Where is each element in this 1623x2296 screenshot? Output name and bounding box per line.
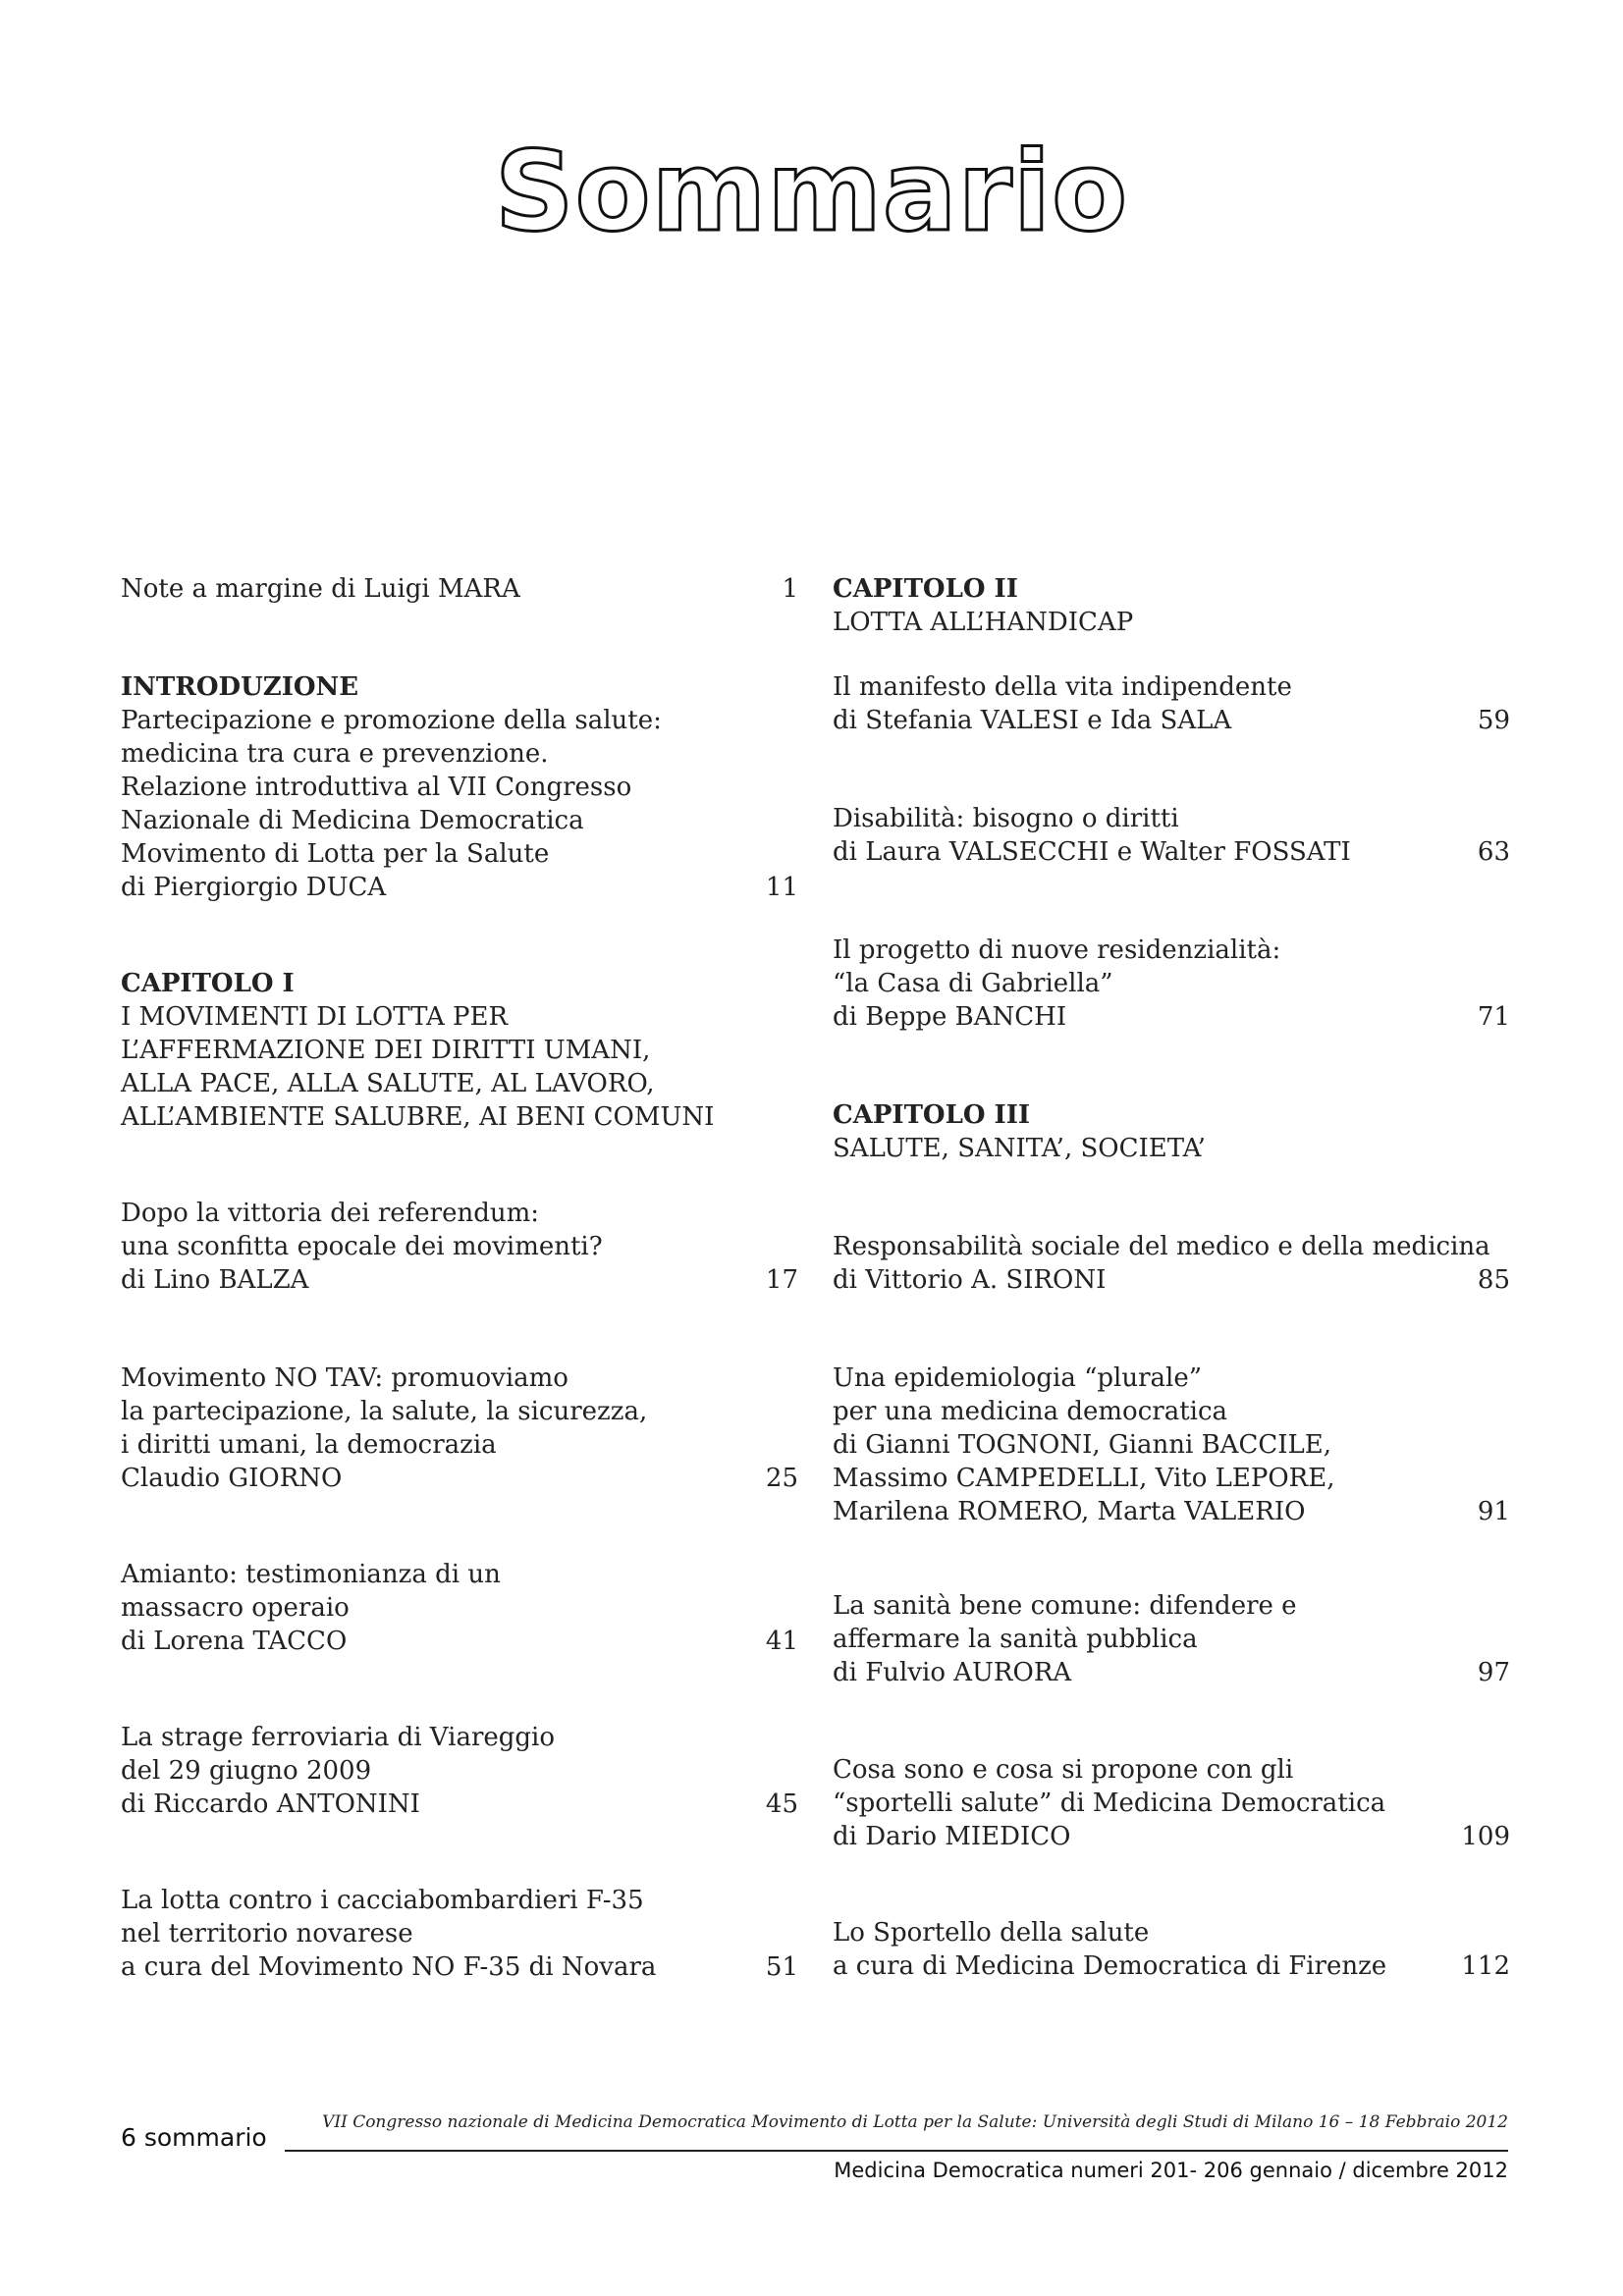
toc-entry-line: Disabilità: bisogno o diritti: [833, 804, 1179, 833]
toc-entry-line: nel territorio novarese: [121, 1919, 413, 1949]
toc-entry-line: per una medicina democratica: [833, 1397, 1228, 1426]
toc-entry-line: “la Casa di Gabriella”: [833, 969, 1113, 998]
toc-page-number: 59: [1477, 706, 1510, 735]
toc-entry-line: di Stefania VALESI e Ida SALA: [833, 706, 1232, 735]
toc-entry-line: Movimento NO TAV: promuoviamo: [121, 1363, 568, 1393]
toc-entry-line: Claudio GIORNO: [121, 1464, 343, 1493]
toc-entry-line: di Vittorio A. SIRONI: [833, 1265, 1107, 1295]
toc-entry: [833, 934, 1510, 1034]
toc-entry-line: LOTTA ALL’HANDICAP: [833, 608, 1134, 637]
toc-entry: [833, 572, 1510, 639]
footer-divider: [285, 2150, 1508, 2152]
toc-entry-line: La strage ferroviaria di Viareggio: [121, 1723, 556, 1752]
toc-entry: [833, 1098, 1510, 1165]
toc-entry-line: massacro operaio: [121, 1593, 350, 1623]
toc-entry-line: Nazionale di Medicina Democratica: [121, 806, 584, 835]
footer-journal-info: Medicina Democratica numeri 201- 206 gennaio / dicembre 2012: [834, 2159, 1508, 2182]
toc-page-number: 91: [1477, 1497, 1510, 1526]
toc-page-number: 25: [765, 1464, 798, 1493]
toc-page-number: 11: [765, 873, 798, 902]
toc-entry-line: di Gianni TOGNONI, Gianni BACCILE,: [833, 1430, 1332, 1460]
toc-entry-line: Dopo la vittoria dei referendum:: [121, 1199, 540, 1228]
toc-section-heading: INTRODUZIONE: [121, 672, 359, 702]
toc-entry-line: a cura del Movimento NO F-35 di Novara: [121, 1952, 657, 1982]
toc-entry: [833, 670, 1510, 737]
toc-entry: [121, 572, 798, 606]
toc-section-heading: CAPITOLO I: [121, 969, 295, 998]
toc-entry-line: Il progetto di nuove residenzialità:: [833, 935, 1281, 965]
toc-entry-line: i diritti umani, la democrazia: [121, 1430, 497, 1460]
footer-page-label: 6 sommario: [121, 2123, 267, 2152]
toc-entry-line: Marilena ROMERO, Marta VALERIO: [833, 1497, 1306, 1526]
toc-entry-line: Partecipazione e promozione della salute:: [121, 706, 662, 735]
toc-entry-line: di Fulvio AURORA: [833, 1658, 1072, 1687]
toc-entry-line: di Laura VALSECCHI e Walter FOSSATI: [833, 837, 1351, 867]
toc-page-number: 41: [765, 1627, 798, 1656]
toc-page-number: 71: [1477, 1002, 1510, 1032]
toc-entry: [833, 802, 1510, 869]
toc-entry-line: Lo Sportello della salute: [833, 1918, 1150, 1948]
toc-page-number: 17: [765, 1265, 798, 1295]
toc-entry-line: “sportelli salute” di Medicina Democratica: [833, 1789, 1386, 1818]
toc-entry-line: Il manifesto della vita indipendente: [833, 672, 1292, 702]
toc-page-number: 85: [1477, 1265, 1510, 1295]
toc-entry-line: SALUTE, SANITA’, SOCIETA’: [833, 1134, 1206, 1163]
toc-entry-line: medicina tra cura e prevenzione.: [121, 739, 549, 769]
toc-entry: [121, 670, 798, 904]
toc-entry-line: di Dario MIEDICO: [833, 1822, 1071, 1851]
toc-entry-line: del 29 giugno 2009: [121, 1756, 372, 1786]
toc-entry-line: Movimento di Lotta per la Salute: [121, 839, 550, 869]
toc-entry-line: di Riccardo ANTONINI: [121, 1789, 420, 1819]
toc-entry-line: Cosa sono e cosa si propone con gli: [833, 1755, 1294, 1785]
toc-section-heading: CAPITOLO II: [833, 574, 1018, 604]
toc-entry-line: Note a margine di Luigi MARA: [121, 574, 520, 604]
footer-congress-note: VII Congresso nazionale di Medicina Democratica Movimento di Lotta per la Salute: Università degli Studi di Milano 16 – 18 Febbraio 2012: [322, 2112, 1508, 2132]
toc-section-heading: CAPITOLO III: [833, 1100, 1031, 1130]
toc-entry-line: la partecipazione, la salute, la sicurezza,: [121, 1397, 648, 1426]
toc-entry-line: a cura di Medicina Democratica di Firenze: [833, 1951, 1387, 1981]
toc-entry: [121, 1721, 798, 1821]
toc-entry-line: Amianto: testimonianza di un: [121, 1560, 501, 1589]
toc-entry: [833, 1362, 1510, 1528]
toc-entry: [833, 1589, 1510, 1689]
toc-entry-line: una sconfitta epocale dei movimenti?: [121, 1232, 603, 1261]
toc-entry-line: Massimo CAMPEDELLI, Vito LEPORE,: [833, 1464, 1335, 1493]
toc-entry-line: di Piergiorgio DUCA: [121, 873, 387, 902]
toc-entry-line: Una epidemiologia “plurale”: [833, 1363, 1203, 1393]
toc-entry-line: La lotta contro i cacciabombardieri F-35: [121, 1886, 644, 1915]
toc-entry: [121, 967, 798, 1134]
toc-entry-line: ALLA PACE, ALLA SALUTE, AL LAVORO,: [121, 1069, 655, 1098]
toc-page-number: 1: [782, 574, 798, 604]
toc-entry: [833, 1753, 1510, 1853]
toc-entry-line: Responsabilità sociale del medico e della medicina: [833, 1232, 1490, 1261]
toc-entry-line: di Beppe BANCHI: [833, 1002, 1067, 1032]
toc-entry-line: affermare la sanità pubblica: [833, 1625, 1198, 1654]
toc-page-number: 45: [765, 1789, 798, 1819]
toc-entry: [121, 1362, 798, 1495]
toc-entry: [121, 1558, 798, 1658]
toc-page-number: 97: [1477, 1658, 1510, 1687]
page-title: Sommario: [494, 129, 1129, 256]
toc-entry-line: di Lino BALZA: [121, 1265, 309, 1295]
toc-entry: [121, 1197, 798, 1297]
toc-entry: [833, 1230, 1510, 1297]
toc-entry-line: di Lorena TACCO: [121, 1627, 348, 1656]
toc-entry-line: ALL’AMBIENTE SALUBRE, AI BENI COMUNI: [121, 1102, 715, 1132]
toc-entry: [121, 1884, 798, 1984]
toc-page-number: 51: [765, 1952, 798, 1982]
toc-page-number: 109: [1461, 1822, 1510, 1851]
toc-entry-line: L’AFFERMAZIONE DEI DIRITTI UMANI,: [121, 1036, 651, 1065]
toc-entry-line: I MOVIMENTI DI LOTTA PER: [121, 1002, 509, 1032]
toc-page-number: 112: [1461, 1951, 1510, 1981]
toc-page-number: 63: [1477, 837, 1510, 867]
toc-entry: [833, 1916, 1510, 1983]
toc-entry-line: La sanità bene comune: difendere e: [833, 1591, 1297, 1621]
toc-entry-line: Relazione introduttiva al VII Congresso: [121, 773, 632, 802]
